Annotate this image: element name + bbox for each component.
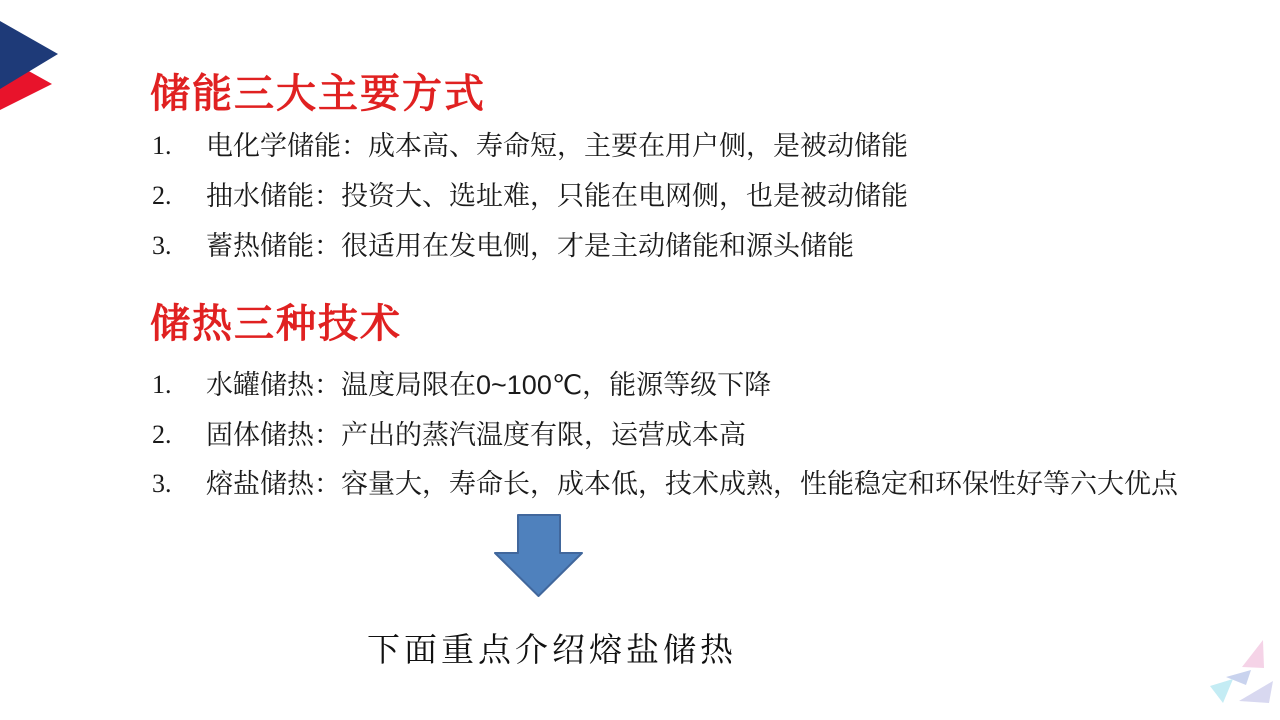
list-item-text-pre: 固体储热：产出的蒸汽温度有限，运营成本高 [206,419,746,450]
list-item [152,231,908,281]
list-item-text [206,181,908,212]
list-item-number: 1. [152,131,172,160]
list-item-text [206,231,854,262]
down-arrow-icon [494,514,583,597]
list-item-text [206,420,746,451]
list-item-number: 3. [152,469,172,498]
list-item-text-pre: 蓄热储能：很适用在发电侧，才是主动储能和源头储能 [206,231,854,261]
conclusion-text: 下面重点介绍熔盐储热 [367,633,737,669]
list-item-text [206,469,1178,500]
list-item-text-highlight: 0~100℃ [476,370,583,400]
list-item [152,420,1178,470]
section-heading-heat-storage-tech: 储热三种技术 [150,302,402,346]
list-item-text-pre: 抽水储能：投资大、选址难，只能在电网侧，也是被动储能 [206,181,908,211]
heat-storage-tech-list [152,370,1178,519]
section-heading-storage-methods: 储能三大主要方式 [150,72,486,116]
list-item-number: 3. [152,231,172,260]
list-item-number: 2. [152,181,172,210]
corner-flag-icon [0,0,70,115]
list-item-number: 2. [152,419,172,449]
list-item-number: 1. [152,370,172,399]
storage-methods-list [152,131,908,281]
list-item-text-pre: 电化学储能：成本高、寿命短，主要在用户侧，是被动储能 [206,131,908,161]
list-item-text-pre: 熔盐储热：容量大，寿命长，成本低，技术成熟，性能稳定和环保性好等六大优点 [206,469,1178,499]
list-item [152,469,1178,519]
pastel-triangles-logo-icon [1206,637,1276,707]
list-item-text [206,131,908,162]
list-item-text [206,370,771,401]
list-item-text-pre: 水罐储热：温度局限在 [206,370,476,400]
list-item-text-post: ，能源等级下降 [582,370,772,400]
list-item [152,181,908,231]
list-item [152,131,908,181]
list-item [152,370,1178,420]
